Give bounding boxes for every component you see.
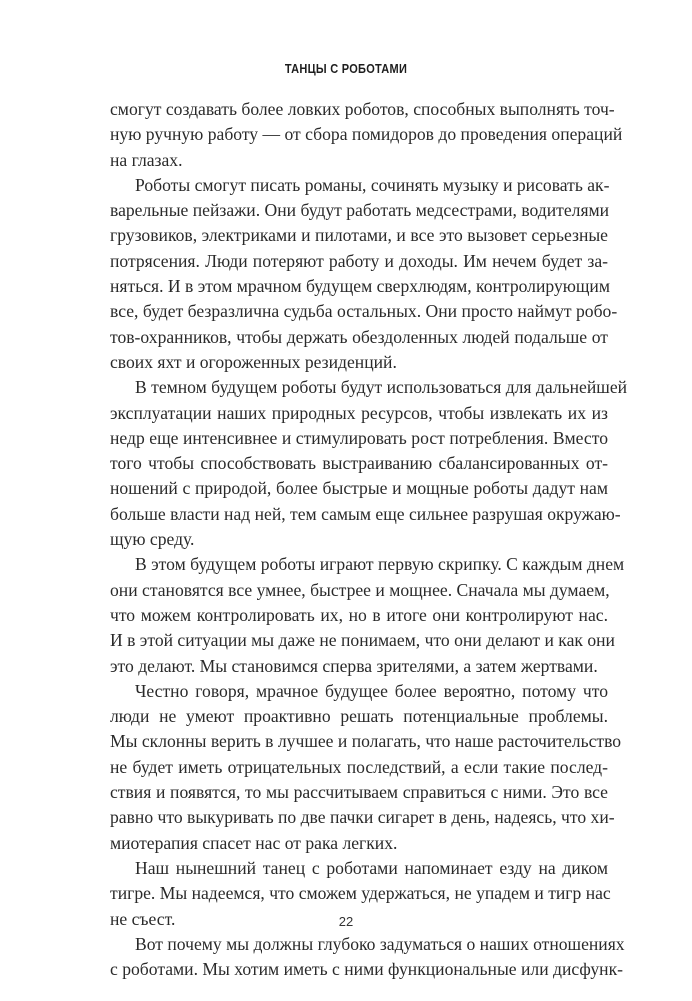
paragraph: [110, 173, 618, 375]
paragraph: [110, 679, 622, 856]
paragraph: [110, 97, 623, 173]
text-line: грузовиков, электриками и пилотами, и все это вызовет серьезные: [110, 225, 608, 246]
paragraph: [110, 552, 625, 678]
text-line: варельные пейзажи. Они будут работать медсестрами, водителями: [110, 200, 610, 221]
text-line: с роботами. Мы хотим иметь с ними функциональные или дисфунк-: [110, 959, 623, 980]
text-line: это делают. Мы становимся сперва зрителями, а затем жертвами.: [110, 655, 598, 676]
text-line: своих яхт и огороженных резиденций.: [110, 351, 397, 372]
text-line: миотерапия спасет нас от рака легких.: [110, 832, 398, 853]
running-header: ТАНЦЫ С РОБОТАМИ: [284, 62, 408, 76]
text-line: они становятся все умнее, быстрее и мощнее. Сначала мы думаем,: [110, 579, 610, 600]
text-line: Роботы смогут писать романы, сочинять музыку и рисовать ак-: [135, 174, 610, 195]
paragraph: [110, 375, 628, 552]
text-line: на глазах.: [110, 149, 183, 170]
text-line: недр еще интенсивнее и стимулировать рост потребления. Вместо: [110, 427, 608, 448]
text-line: тигре. Мы надеемся, что сможем удержаться, не упадем и тигр нас: [110, 883, 611, 904]
text-line: не будет иметь отрицательных последствий, а если такие послед-: [110, 756, 608, 777]
text-line: что можем контролировать их, но в итоге они контролируют нас.: [110, 604, 608, 625]
text-line: ношений с природой, более быстрые и мощные роботы дадут нам: [110, 478, 608, 499]
text-line: В этом будущем роботы играют первую скрипку. С каждым днем: [135, 554, 625, 575]
text-line: люди не умеют проактивно решать потенциальные проблемы.: [110, 706, 608, 727]
text-line: Вот почему мы должны глубоко задуматься о наших отношениях: [135, 933, 625, 954]
text-line: Честно говоря, мрачное будущее более вероятно, потому что: [135, 680, 608, 701]
text-line: щую среду.: [110, 529, 195, 550]
text-line: больше власти над ней, тем самым еще сильнее разрушая окружаю-: [110, 503, 621, 524]
text-line: ствия и появятся, то мы рассчитываем справиться с ними. Это все: [110, 782, 608, 803]
text-line: все, будет безразлична судьба остальных. Они просто наймут робо-: [110, 301, 618, 322]
text-line: няться. И в этом мрачном будущем сверхлюдям, контролирующим: [110, 276, 610, 297]
text-line: не съест.: [110, 908, 176, 929]
text-line: Мы склонны верить в лучшее и полагать, что наше расточительство: [110, 731, 622, 752]
text-line: того чтобы способствовать выстраиванию сбалансированных от-: [110, 453, 608, 474]
text-line: эксплуатации наших природных ресурсов, чтобы извлекать их из: [110, 402, 608, 423]
text-line: смогут создавать более ловких роботов, способных выполнять точ-: [110, 99, 615, 119]
text-line: ную ручную работу — от сбора помидоров до проведения операций: [110, 124, 623, 145]
text-line: равно что выкуривать по две пачки сигарет в день, надеясь, что хи-: [110, 807, 615, 828]
text-line: В темном будущем роботы будут использоваться для дальнейшей: [135, 377, 628, 398]
paragraph: [110, 932, 625, 983]
text-line: тов-охранников, чтобы держать обездоленных людей подальше от: [110, 326, 608, 347]
text-line: Наш нынешний танец с роботами напоминает езду на диком: [135, 857, 608, 878]
page-number: 22: [338, 914, 354, 929]
body-text: [110, 97, 628, 982]
text-line: потрясения. Люди потеряют работу и доходы. Им нечем будет за-: [110, 250, 608, 271]
text-line: И в этой ситуации мы даже не понимаем, что они делают и как они: [110, 630, 615, 651]
